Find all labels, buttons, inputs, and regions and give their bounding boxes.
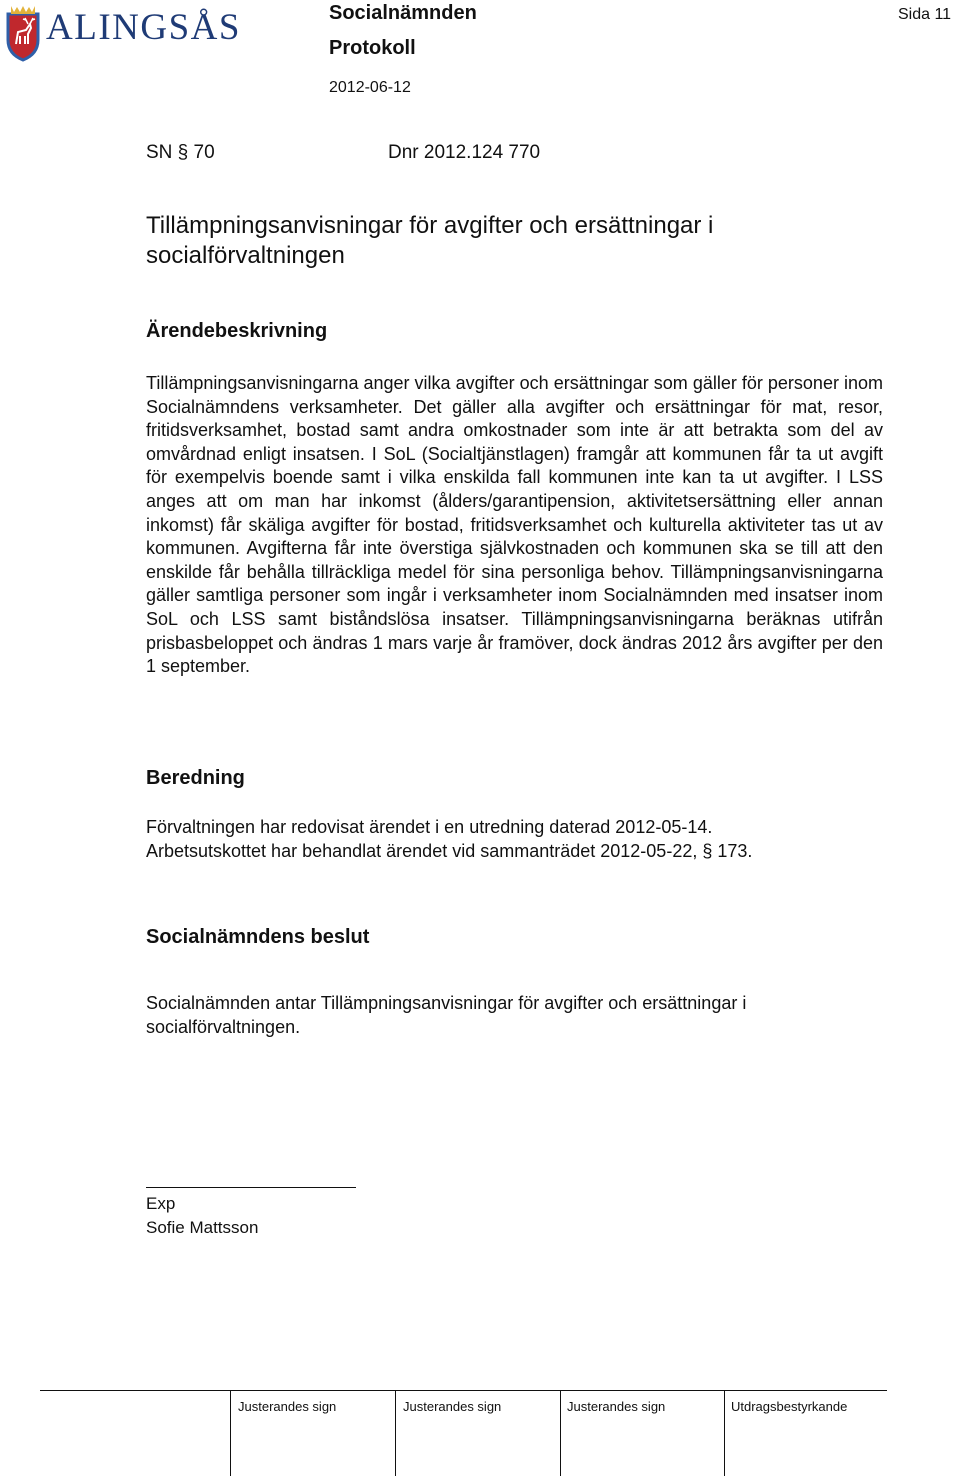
- coat-of-arms-icon: [4, 4, 42, 62]
- decision-text: Socialnämnden antar Tillämpningsanvisningar för avgifter och ersättningar i socialförvaltningen.: [146, 993, 747, 1037]
- signature-name: Sofie Mattsson: [146, 1218, 259, 1237]
- signature-line: [146, 1187, 356, 1188]
- diary-number: Dnr 2012.124 770: [388, 142, 541, 163]
- footer-divider: [724, 1390, 725, 1476]
- footer-sign-2: Justerandes sign: [403, 1399, 502, 1414]
- footer-certification: Utdragsbestyrkande: [731, 1399, 848, 1414]
- section-heading-decision: Socialnämndens beslut: [146, 926, 370, 948]
- footer-sign-3: Justerandes sign: [567, 1399, 666, 1414]
- signature-label: Exp: [146, 1194, 176, 1213]
- document-type: Protokoll: [329, 37, 416, 59]
- paragraph-reference: SN § 70: [146, 142, 215, 163]
- org-logo: [4, 4, 256, 64]
- footer-sign-1: Justerandes sign: [238, 1399, 337, 1414]
- section-heading-description: Ärendebeskrivning: [146, 320, 328, 342]
- page-title: Tillämpningsanvisningar för avgifter och ersättningar i socialförvaltningen: [146, 212, 714, 269]
- description-text: [146, 372, 883, 679]
- footer-rule: [40, 1390, 887, 1391]
- footer-divider: [395, 1390, 396, 1476]
- section-heading-preparation: Beredning: [146, 767, 245, 789]
- preparation-line-2: Arbetsutskottet har behandlat ärendet vid sammanträdet 2012-05-22, § 173.: [146, 841, 753, 861]
- meeting-date: 2012-06-12: [329, 79, 411, 96]
- footer-divider: [230, 1390, 231, 1476]
- footer-divider: [560, 1390, 561, 1476]
- description-paragraph: Tillämpningsanvisningarna anger vilka avgifter och ersättningar som gäller för personer inom Socialnämndens verksamheter. Det gäller alla avgifter och ersättningar för mat, resor, fritidsverksamhet, bostad samt andra omkostnader som inte är att betrakta som del av omvårdnad enligt insatsen. I SoL (Socialtjänstlagen) framgår att kommunen får ta ut avgift för exempelvis boende samt i vilka enskilda fall kommunen inte kan ta ut avgifter. I LSS anges att om man har inkomst (ålders/garantipension, aktivitetsersättning eller annan inkomst) får skäliga avgifter för bostad, fritidsverksamhet och kulturella aktiviteter tas ut av kommunen. Avgifterna får inte överstiga självkostnaden och kommunen ska se till att den enskilde får behålla tillräckliga medel för sina personliga behov. Tillämpningsanvisningarna gäller samtliga personer som ingår i verksamheter inom Socialnämnden med insatser inom SoL och LSS samt biståndslösa insatser. Tillämpningsanvisningarna beräknas utifrån prisbasbeloppet och ändras 1 mars varje år framöver, dock ändras 2012 års avgifter per den 1 september.: [146, 373, 883, 677]
- preparation-line-1: Förvaltningen har redovisat ärendet i en utredning daterad 2012-05-14.: [146, 817, 713, 837]
- org-wordmark: ALINGSÅS: [46, 7, 241, 48]
- committee-name: Socialnämnden: [329, 2, 477, 24]
- page-number: Sida 11: [898, 6, 952, 23]
